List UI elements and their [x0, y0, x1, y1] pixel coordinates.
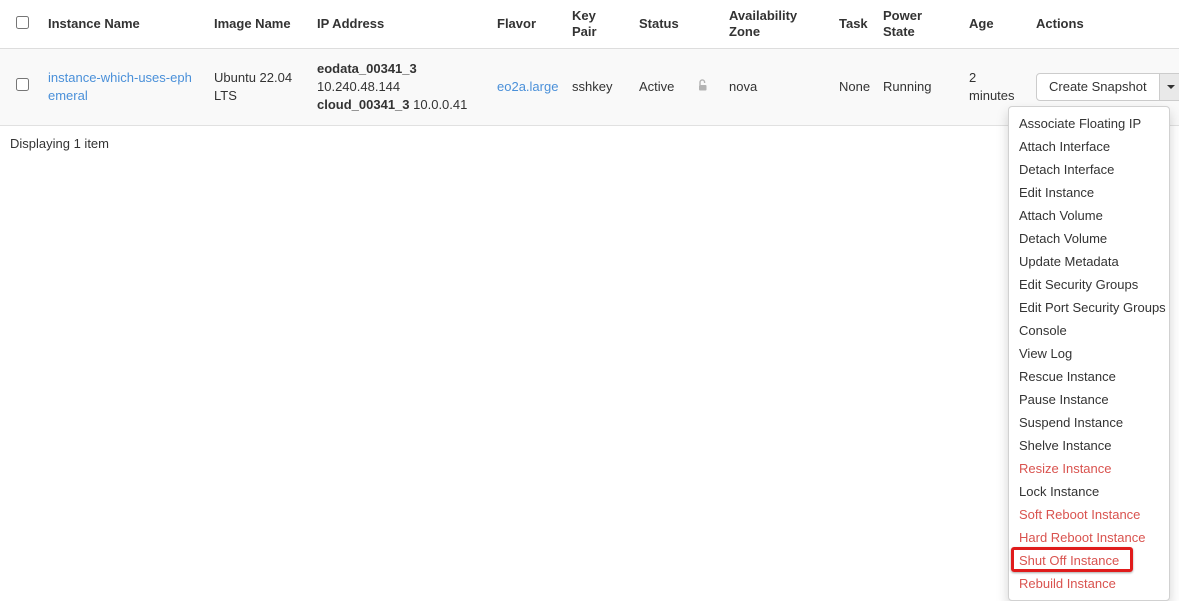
menu-item-attach-interface[interactable]: Attach Interface: [1019, 139, 1111, 154]
ip-address-cell: [309, 49, 489, 126]
age-cell: 2 minutes: [961, 49, 1030, 126]
menu-item-detach-interface[interactable]: Detach Interface: [1019, 162, 1115, 177]
column-header-availability-zone[interactable]: Availability Zone: [721, 0, 831, 49]
column-header-key-pair[interactable]: Key Pair: [564, 0, 631, 49]
select-all-checkbox[interactable]: [16, 16, 29, 29]
network-name-2: cloud_00341_3: [317, 97, 410, 112]
menu-item-shelve-instance[interactable]: Shelve Instance: [1019, 438, 1112, 453]
menu-item-resize-instance[interactable]: Resize Instance: [1019, 461, 1112, 476]
column-header-lock: [688, 0, 721, 49]
instances-table: [0, 0, 1179, 126]
network-name-1: eodata_00341_3: [317, 61, 417, 76]
menu-item-edit-security-groups[interactable]: Edit Security Groups: [1019, 277, 1139, 292]
table-item-count: Displaying 1 item: [10, 136, 109, 151]
column-header-task[interactable]: Task: [831, 0, 875, 49]
ip-address-1: 10.240.48.144: [317, 79, 401, 94]
row-actions-button-group: [1036, 73, 1179, 101]
column-header-age[interactable]: Age: [961, 0, 1030, 49]
menu-item-shut-off-instance[interactable]: Shut Off Instance: [1009, 549, 1169, 572]
power-state-cell: Running: [875, 49, 961, 126]
menu-item-lock-instance[interactable]: Lock Instance: [1019, 484, 1100, 499]
column-header-status[interactable]: Status: [631, 0, 688, 49]
instance-actions-menu: [1008, 106, 1170, 601]
menu-item-soft-reboot-instance[interactable]: Soft Reboot Instance: [1019, 507, 1141, 522]
flavor-link[interactable]: eo2a.large: [497, 79, 559, 94]
instance-row: [0, 49, 1179, 126]
row-checkbox[interactable]: [16, 78, 29, 91]
task-cell: None: [831, 49, 875, 126]
menu-item-update-metadata[interactable]: Update Metadata: [1019, 254, 1119, 269]
column-header-image-name[interactable]: Image Name: [206, 0, 309, 49]
menu-item-pause-instance[interactable]: Pause Instance: [1019, 392, 1109, 407]
menu-item-edit-instance[interactable]: Edit Instance: [1019, 185, 1095, 200]
menu-item-associate-floating-ip[interactable]: Associate Floating IP: [1019, 116, 1142, 131]
caret-down-icon: [1167, 85, 1175, 89]
menu-item-rebuild-instance[interactable]: Rebuild Instance: [1019, 576, 1116, 591]
column-header-power-state[interactable]: Power State: [875, 0, 961, 49]
menu-item-view-log[interactable]: View Log: [1019, 346, 1073, 361]
unlock-icon: [696, 78, 709, 92]
instance-name-link[interactable]: instance-which-uses-ephemeral: [48, 70, 192, 103]
menu-item-attach-volume[interactable]: Attach Volume: [1019, 208, 1103, 223]
availability-zone-cell: nova: [721, 49, 831, 126]
column-header-ip-address[interactable]: IP Address: [309, 0, 489, 49]
column-header-instance-name[interactable]: Instance Name: [40, 0, 206, 49]
menu-item-suspend-instance[interactable]: Suspend Instance: [1019, 415, 1124, 430]
actions-dropdown-toggle[interactable]: [1160, 73, 1179, 101]
menu-item-detach-volume[interactable]: Detach Volume: [1019, 231, 1108, 246]
key-pair-cell: sshkey: [564, 49, 631, 126]
menu-item-edit-port-security-groups[interactable]: Edit Port Security Groups: [1019, 300, 1166, 315]
table-header-row: [0, 0, 1179, 49]
menu-item-rescue-instance[interactable]: Rescue Instance: [1019, 369, 1116, 384]
status-cell: Active: [631, 49, 688, 126]
ip-address-2: 10.0.0.41: [413, 97, 468, 112]
create-snapshot-button[interactable]: Create Snapshot: [1036, 73, 1160, 101]
column-header-actions: Actions: [1030, 0, 1179, 49]
image-name-cell: Ubuntu 22.04 LTS: [206, 49, 309, 126]
menu-item-hard-reboot-instance[interactable]: Hard Reboot Instance: [1019, 530, 1146, 545]
column-header-flavor[interactable]: Flavor: [489, 0, 564, 49]
menu-item-console[interactable]: Console: [1019, 323, 1067, 338]
